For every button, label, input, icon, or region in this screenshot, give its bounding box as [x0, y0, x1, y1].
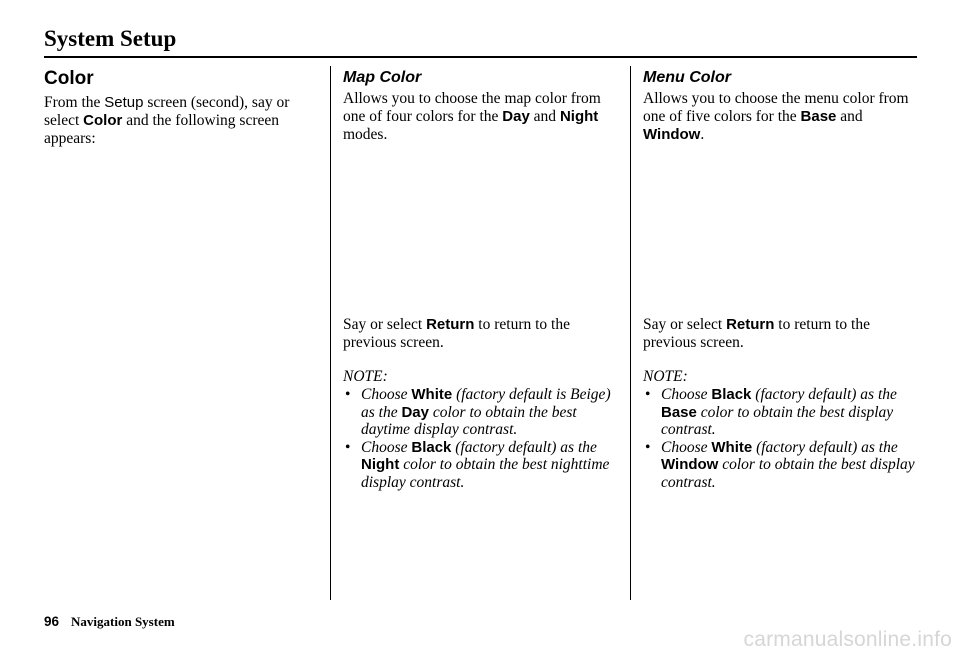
- text-run: screen (second), say or select: [44, 94, 290, 129]
- bullet: •: [645, 386, 651, 403]
- black-term: Black: [711, 386, 752, 403]
- base-term: Base: [800, 108, 837, 125]
- day-term: Day: [502, 108, 530, 125]
- text-run: Choose: [361, 438, 412, 456]
- black-term: Black: [411, 438, 452, 456]
- white-term: White: [411, 386, 453, 403]
- menu-color-lower: [643, 316, 923, 491]
- text-run: modes.: [343, 126, 388, 143]
- base-term: Base: [661, 403, 697, 421]
- note-label: NOTE:: [643, 368, 688, 385]
- section-heading-color: Color: [44, 68, 94, 89]
- day-term: Day: [401, 403, 429, 421]
- return-paragraph: [343, 316, 623, 352]
- color-intro-paragraph: [44, 94, 320, 148]
- window-term: Window: [661, 456, 719, 473]
- bullet: •: [645, 438, 651, 456]
- return-term: Return: [426, 316, 475, 333]
- bullet: •: [345, 438, 351, 456]
- return-term: Return: [726, 316, 775, 333]
- note-label: NOTE:: [343, 368, 388, 385]
- window-term: Window: [643, 126, 701, 143]
- text-run: .: [700, 126, 705, 143]
- color-term: Color: [83, 112, 123, 129]
- text-run: Choose: [661, 438, 712, 456]
- night-term: Night: [559, 108, 599, 125]
- text-run: color to obtain the best display contrast.: [661, 403, 894, 438]
- column-menu-color: [643, 66, 923, 144]
- column-divider-2: [630, 66, 631, 600]
- text-run: color to obtain the best nighttime display contrast.: [361, 456, 610, 491]
- note-item: [343, 386, 623, 439]
- map-color-paragraph: [343, 90, 623, 144]
- text-run: Say or select: [343, 316, 427, 333]
- return-paragraph: [643, 316, 923, 352]
- menu-color-paragraph: [643, 90, 923, 144]
- footer-title: Navigation System: [71, 614, 175, 629]
- page-number: 96: [44, 614, 60, 629]
- text-run: Allows you to choose the map color from one of four colors for the: [343, 90, 601, 125]
- column-divider-1: [330, 66, 331, 600]
- night-term: Night: [361, 456, 400, 473]
- text-run: (factory default) as the: [751, 386, 897, 403]
- text-run: color to obtain the best display contrast.: [661, 456, 915, 491]
- text-run: Allows you to choose the menu color from one of five colors for the: [643, 90, 909, 125]
- text-run: (factory default) as the: [752, 438, 898, 456]
- text-run: to return to the previous screen.: [643, 316, 870, 351]
- note-list: [643, 386, 923, 491]
- bullet: •: [345, 386, 351, 403]
- text-run: to return to the previous screen.: [343, 316, 570, 351]
- note-item: [343, 439, 623, 492]
- note-item: [643, 439, 923, 492]
- text-run: Choose: [361, 386, 412, 403]
- column-map-color: [343, 66, 623, 144]
- text-run: and the following screen appears:: [44, 112, 280, 147]
- text-run: (factory default is Beige) as the: [361, 386, 611, 421]
- page-title: System Setup: [44, 26, 177, 51]
- text-run: (factory default) as the: [451, 438, 597, 456]
- note-item: [643, 386, 923, 439]
- text-run: and: [529, 108, 560, 125]
- text-run: color to obtain the best daytime display contrast.: [361, 403, 577, 438]
- map-color-lower: [343, 316, 623, 491]
- column-color: [44, 66, 320, 148]
- title-rule: [44, 56, 917, 58]
- text-run: Say or select: [643, 316, 727, 333]
- section-heading-map-color: Map Color: [343, 69, 422, 86]
- watermark: carmanualsonline.info: [743, 628, 952, 651]
- white-term: White: [711, 438, 753, 456]
- text-run: and: [836, 108, 863, 125]
- text-run: Choose: [661, 386, 712, 403]
- note-list: [343, 386, 623, 491]
- page-footer: [44, 613, 175, 631]
- text-run: From the: [44, 94, 105, 111]
- setup-term: Setup: [104, 94, 144, 111]
- section-heading-menu-color: Menu Color: [643, 69, 731, 86]
